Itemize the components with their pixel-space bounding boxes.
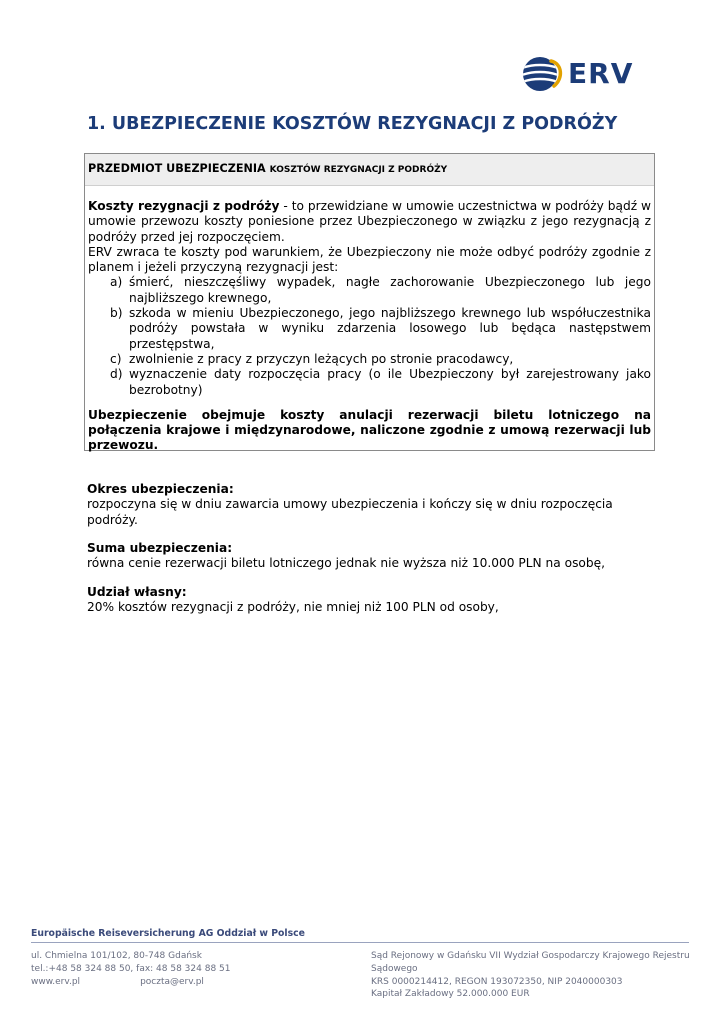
footer-ids: KRS 0000214412, REGON 193072350, NIP 2040000303: [371, 976, 623, 987]
list-marker: a): [110, 275, 123, 290]
list-item: [88, 306, 651, 352]
list-item-text: wyznaczenie daty rozpoczęcia pracy (o ile Ubezpieczony był zarejestrowany jako bezrobotny): [129, 367, 651, 397]
list-item-text: śmierć, nieszczęśliwy wypadek, nagłe zachorowanie Ubezpieczonego lub jego najbliższego krewnego,: [129, 275, 651, 305]
footer-contacts: [31, 976, 231, 989]
section-text: rozpoczyna się w dniu zawarcia umowy ubezpieczenia i kończy się w dniu rozpoczęcia podróży.: [87, 497, 613, 527]
box-header-small: KOSZTÓW REZYGNACJI Z PODRÓŻY: [269, 165, 448, 175]
logo-wordmark: ERV: [568, 57, 634, 90]
erv-logo: [521, 55, 633, 93]
footer-court: Sąd Rejonowy w Gdańsku VII Wydział Gospodarczy Krajowego Rejestru Sądowego: [371, 951, 690, 974]
page-footer: [31, 928, 691, 1000]
footer-phone: tel.:+48 58 324 88 50, fax: 48 58 324 88 51: [31, 963, 231, 974]
definition-term: Koszty rezygnacji z podróży: [88, 199, 280, 213]
list-item-text: zwolnienie z pracy z przyczyn leżących po stronie pracodawcy,: [129, 351, 514, 366]
list-item: [88, 367, 651, 398]
footer-capital: Kapitał Zakładowy 52.000.000 EUR: [371, 989, 530, 1000]
globe-icon: [521, 55, 563, 93]
condition-paragraph: ERV zwraca te koszty pod warunkiem, że Ubezpieczony nie może odbyć podróży zgodnie z planem i jeżeli przyczyną rezygnacji jest:: [88, 244, 651, 275]
box-header: [85, 154, 654, 186]
section-sum: [87, 541, 652, 572]
section-heading: Udział własny:: [87, 585, 187, 599]
footer-right-column: [371, 950, 691, 1001]
section-heading: Okres ubezpieczenia:: [87, 482, 234, 496]
insurance-subject-box: [84, 153, 655, 451]
list-marker: c): [110, 351, 122, 366]
footer-divider: [31, 942, 689, 943]
coverage-conclusion: Ubezpieczenie obejmuje koszty anulacji rezerwacji biletu lotniczego na połączenia krajowe i międzynarodowe, naliczone zgodnie z umową rezerwacji lub przewozu.: [88, 407, 651, 453]
list-item: [88, 352, 651, 367]
causes-list: [88, 275, 651, 397]
footer-company: Europäische Reiseversicherung AG Oddział w Polsce: [31, 928, 305, 939]
section-period: [87, 482, 652, 528]
page-title: 1. UBEZPIECZENIE KOSZTÓW REZYGNACJI Z PODRÓŻY: [87, 114, 618, 134]
footer-address: ul. Chmielna 101/102, 80-748 Gdańsk: [31, 951, 202, 961]
section-deductible: [87, 585, 652, 616]
list-marker: d): [110, 367, 123, 382]
section-text: 20% kosztów rezygnacji z podróży, nie mniej niż 100 PLN od osoby,: [87, 600, 499, 615]
footer-left-column: [31, 950, 231, 988]
footer-web-link[interactable]: www.erv.pl: [31, 976, 81, 987]
list-marker: b): [110, 306, 123, 321]
section-heading: Suma ubezpieczenia:: [87, 541, 233, 555]
definition-text: - to przewidziane w umowie uczestnictwa w podróży bądź w umowie przewozu koszty poniesione przez Ubezpieczonego w związku z jego rezygnacją z podróży przed jej rozpoczęciem.: [88, 199, 651, 244]
box-body: [85, 186, 654, 454]
definition-paragraph: [88, 199, 651, 245]
list-item-text: szkoda w mieniu Ubezpieczonego, jego najbliższego krewnego lub współuczestnika podróży powstała w wyniku zdarzenia losowego lub będąca następstwem przestępstwa,: [129, 306, 651, 351]
box-header-main: PRZEDMIOT UBEZPIECZENIA: [88, 162, 266, 175]
list-item: [88, 275, 651, 306]
footer-email-link[interactable]: poczta@erv.pl: [140, 976, 204, 987]
section-text: równa cenie rezerwacji biletu lotniczego jednak nie wyższa niż 10.000 PLN na osobę,: [87, 556, 605, 571]
